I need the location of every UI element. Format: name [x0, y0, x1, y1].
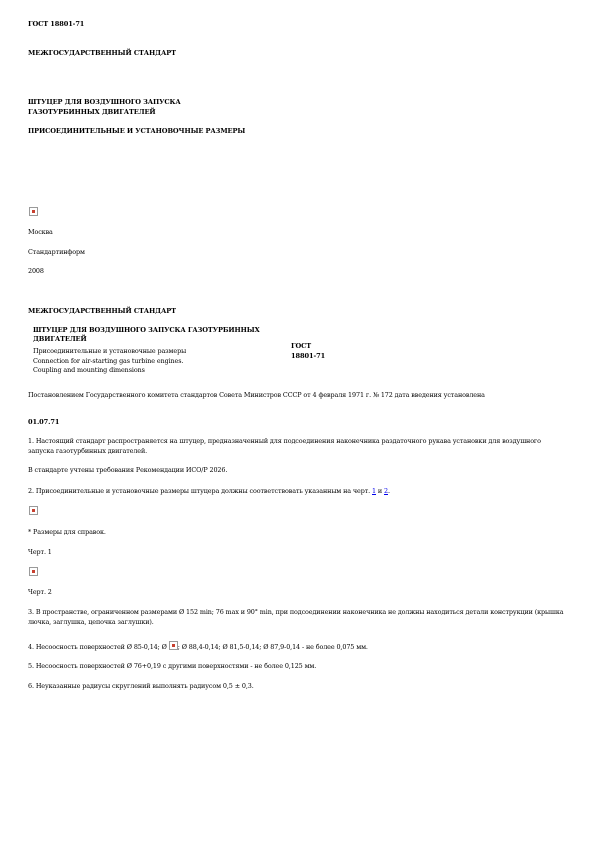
doc-subtitle: ПРИСОЕДИНИТЕЛЬНЫЕ И УСТАНОВОЧНЫЕ РАЗМЕРЫ [28, 127, 246, 135]
title-block-gost-label: ГОСТ [291, 342, 312, 350]
paragraph-4 [28, 641, 368, 651]
title-block-subtitle-ru: Присоединительные и установочные размеры [33, 347, 187, 355]
footnote: * Размеры для справок. [28, 528, 106, 536]
title-block-gost-number: 18801-71 [291, 352, 326, 360]
doc-title-line1: ШТУЦЕР ДЛЯ ВОЗДУШНОГО ЗАПУСКА [28, 98, 181, 106]
broken-image-icon [29, 207, 38, 216]
standard-type-2: МЕЖГОСУДАРСТВЕННЫЙ СТАНДАРТ [28, 307, 176, 315]
title-block-subtitle-en: Coupling and mounting dimensions [33, 366, 145, 374]
imprint-city: Москва [28, 228, 53, 236]
standard-type: МЕЖГОСУДАРСТВЕННЫЙ СТАНДАРТ [28, 49, 176, 57]
doc-title-line2: ГАЗОТУРБИННЫХ ДВИГАТЕЛЕЙ [28, 108, 156, 116]
resolution-text: Постановлением Государственного комитета стандартов Совета Министров СССР от 4 февраля 1971 г. № 172 дата введения установлена [28, 391, 485, 399]
paragraph-iso: В стандарте учтены требования Рекомендации ИСО/Р 2026. [28, 466, 228, 474]
paragraph-2-end: . [387, 487, 390, 495]
paragraph-5: 5. Несоосность поверхностей Ø 76+0,19 с другими поверхностями - не более 0,125 мм. [28, 662, 317, 670]
effective-date: 01.07.71 [28, 418, 60, 426]
title-block-title-en: Connection for air-starting gas turbine engines. [33, 357, 184, 365]
figure-1-link[interactable]: 1 [372, 487, 376, 495]
figure-2-caption: Черт. 2 [28, 588, 52, 596]
paragraph-2-text: 2. Присоединительные и установочные размеры штуцера должны соответствовать указанным на черт. [28, 487, 373, 495]
imprint-year: 2008 [28, 267, 44, 275]
paragraph-1: 1. Настоящий стандарт распространяется на штуцер, предназначенный для подсоединения наконечника раздаточного рукава установки для воздушного запуска газотурбинных двигателей. [28, 437, 541, 455]
figure-1-broken-image-icon [29, 506, 38, 515]
inline-broken-image-icon [169, 641, 178, 650]
figure-2-broken-image-icon [29, 567, 38, 576]
paragraph-4-end: ; Ø 88,4-0,14; Ø 81,5-0,14; Ø 87,9-0,14 - не более 0,075 мм. [177, 643, 368, 651]
paragraph-3: 3. В пространстве, ограниченном размерами Ø 152 min; 76 max и 90° min, при подсоединении наконечника не должны находиться детали конструкции (крышка лючка, заглушка, цепочка заглушки). [28, 608, 564, 626]
figure-1-caption: Черт. 1 [28, 548, 52, 556]
paragraph-4-start: 4. Несоосность поверхностей Ø 85-0,14; Ø [28, 643, 169, 651]
imprint-publisher: Стандартинформ [28, 248, 85, 256]
paragraph-6: 6. Неуказанные радиусы скруглений выполнять радиусом 0,5 ± 0,3. [28, 682, 254, 690]
paragraph-2-and: и [375, 487, 385, 495]
title-block-title: ШТУЦЕР ДЛЯ ВОЗДУШНОГО ЗАПУСКА ГАЗОТУРБИННЫХ ДВИГАТЕЛЕЙ [33, 326, 260, 343]
paragraph-2 [28, 487, 390, 495]
figure-2-link[interactable]: 2 [384, 487, 388, 495]
gost-number: ГОСТ 18801-71 [28, 20, 85, 28]
